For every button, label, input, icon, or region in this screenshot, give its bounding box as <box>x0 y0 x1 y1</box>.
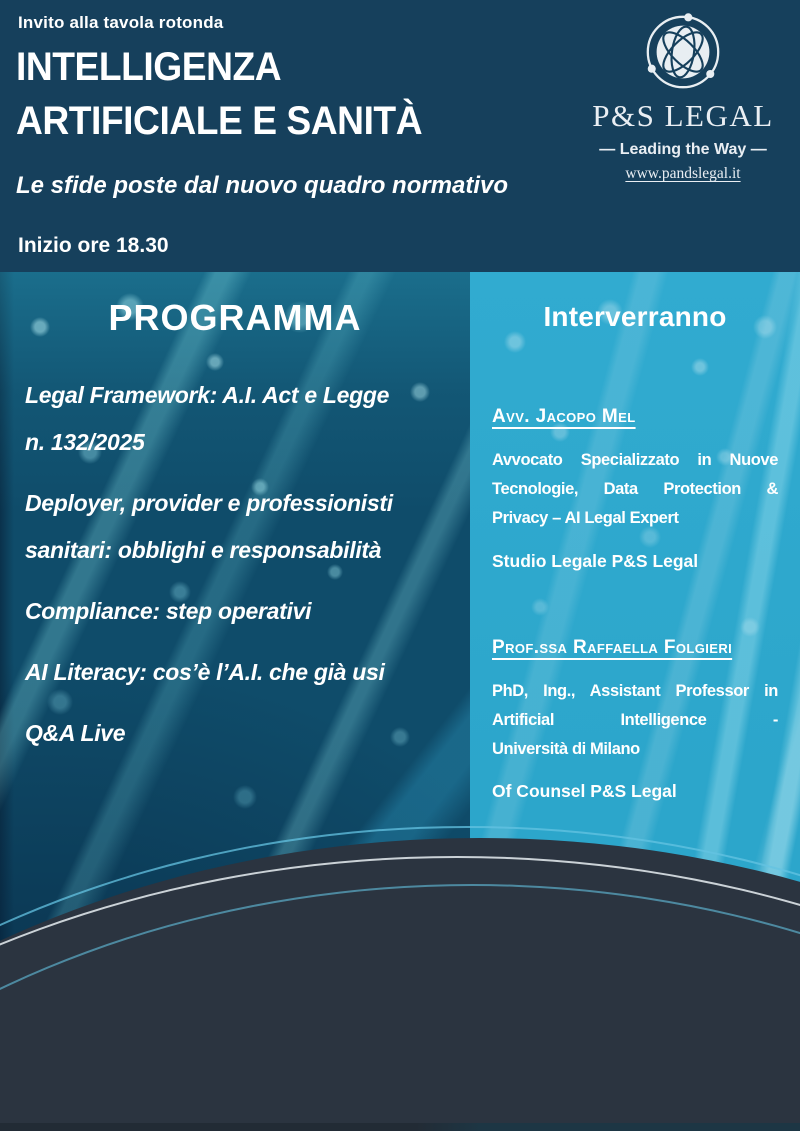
speaker-role <box>492 446 778 533</box>
event-title <box>16 40 422 148</box>
speaker-role-line: PhD, Ing., Assistant Professor in <box>492 682 778 700</box>
poster-header <box>0 0 800 272</box>
speaker-role-line: Tecnologie, Data Protection & <box>492 480 778 498</box>
speakers-heading: Interverranno <box>543 301 727 332</box>
website-link[interactable]: www.pandslegal.it <box>625 165 741 182</box>
event-title-line: ARTIFICIALE E SANITÀ <box>16 99 423 143</box>
ps-legal-logo <box>578 8 788 183</box>
program-item-line: Deployer, provider e professionisti <box>25 490 393 516</box>
speaker-name: Prof.ssa Raffaella Folgieri <box>492 637 733 658</box>
program-item <box>25 710 470 757</box>
program-item-line: sanitari: obblighi e responsabilità <box>25 537 382 563</box>
event-kicker: Invito alla tavola rotonda <box>18 13 224 32</box>
event-start-time: Inizio ore 18.30 <box>18 234 169 257</box>
program-item <box>25 480 470 574</box>
program-item <box>25 372 470 466</box>
speaker-role-line: Avvocato Specializzato in Nuove <box>492 451 778 469</box>
speaker-organization: Studio Legale P&S Legal <box>492 551 699 571</box>
program-section <box>0 272 470 771</box>
program-item-line: Legal Framework: A.I. Act e Legge <box>25 382 390 408</box>
speaker-role <box>492 677 778 764</box>
program-item-line: AI Literacy: cos’è l’A.I. che già usi <box>25 659 385 685</box>
program-list <box>0 372 470 757</box>
program-heading: PROGRAMMA <box>108 297 362 338</box>
bottom-edge-strip <box>0 1123 800 1131</box>
logo-tagline: — Leading the Way — <box>599 141 767 158</box>
globe-orbits-icon <box>578 8 788 96</box>
program-item <box>25 649 470 696</box>
speaker-role-line: Privacy – AI Legal Expert <box>492 509 679 527</box>
event-title-line: INTELLIGENZA <box>16 45 282 89</box>
speaker-role-line: Università di Milano <box>492 740 640 758</box>
program-item <box>25 588 470 635</box>
program-item-line: Compliance: step operativi <box>25 598 312 624</box>
speaker-role-line: Artificial Intelligence - <box>492 711 778 729</box>
speaker-name: Avv. Jacopo Mel <box>492 406 636 427</box>
program-item-line: n. 132/2025 <box>25 429 145 455</box>
event-subtitle: Le sfide poste dal nuovo quadro normativo <box>16 172 509 199</box>
program-item-line: Q&A Live <box>25 720 126 746</box>
speaker-organization: Of Counsel P&S Legal <box>492 781 677 801</box>
logo-wordmark: P&S LEGAL <box>592 98 774 133</box>
